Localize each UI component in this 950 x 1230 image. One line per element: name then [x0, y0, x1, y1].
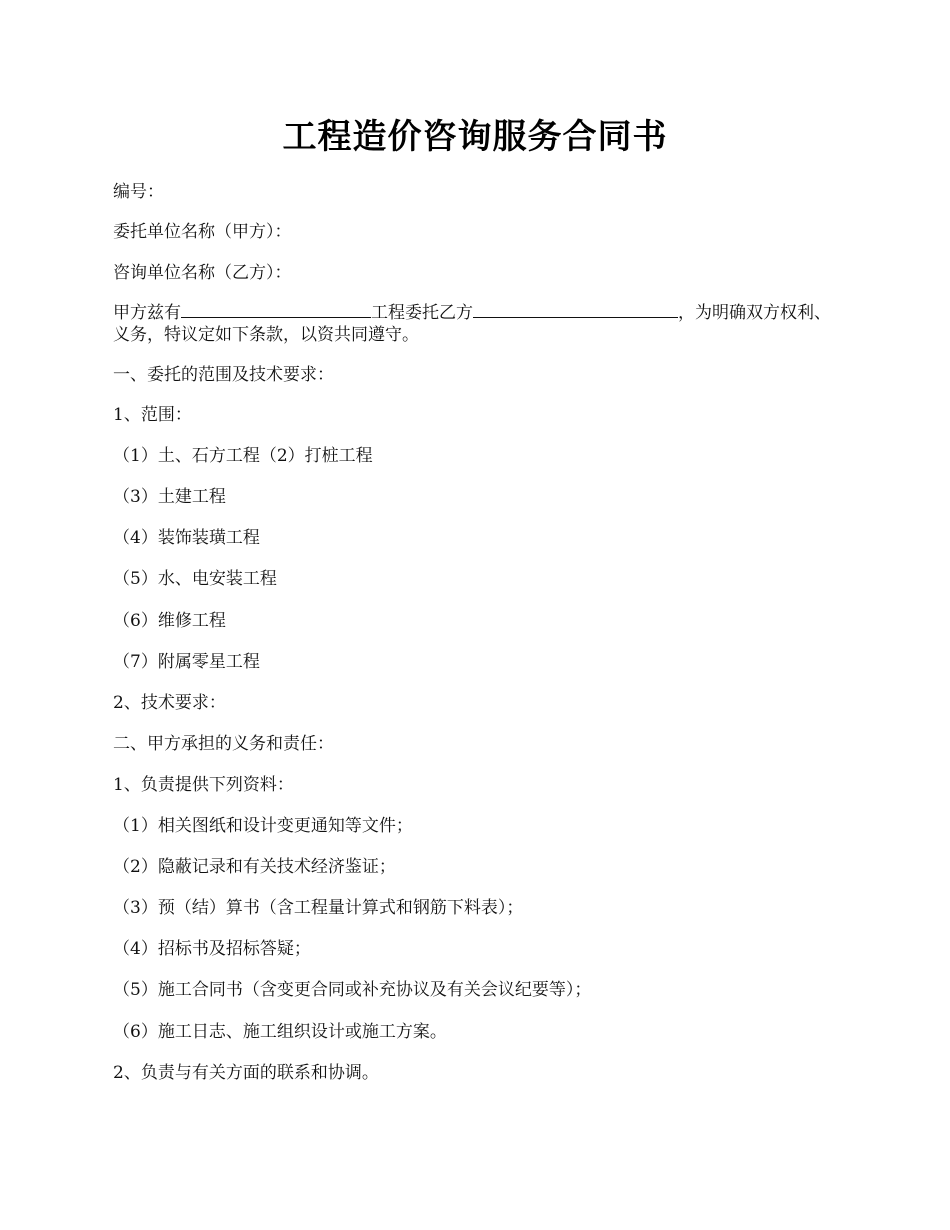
client-name-label: 委托单位名称（甲方）：	[113, 222, 292, 242]
consultant-name-label: 咨询单位名称（乙方）：	[113, 263, 292, 283]
section-heading: 二、甲方承担的义务和责任：	[113, 734, 334, 754]
intro-text-2: 工程委托乙方	[371, 303, 473, 323]
intro-paragraph	[113, 300, 838, 346]
project-name-blank	[181, 300, 371, 318]
intro-text-1: 甲方兹有	[113, 303, 181, 323]
list-item: （2）隐蔽记录和有关技术经济鉴证；	[113, 857, 396, 877]
list-item: （1）土、石方工程（2）打桩工程	[113, 446, 373, 466]
clause-line: 1、范围：	[113, 405, 192, 425]
clause-line: 2、负责与有关方面的联系和协调。	[113, 1063, 379, 1083]
section-heading: 一、委托的范围及技术要求：	[113, 365, 334, 385]
clause-line: 1、负责提供下列资料：	[113, 775, 294, 795]
intro-text-3: ，为明确双方权利、义务，特议定如下条款，以资共同遵守。	[113, 303, 831, 345]
list-item: （6）施工日志、施工组织设计或施工方案。	[113, 1022, 447, 1042]
list-item: （5）水、电安装工程	[113, 569, 277, 589]
list-item: （6）维修工程	[113, 611, 226, 631]
contract-number-label: 编号：	[113, 182, 164, 202]
list-item: （5）施工合同书（含变更合同或补充协议及有关会议纪要等）；	[113, 980, 592, 1000]
document-title: 工程造价咨询服务合同书	[282, 117, 668, 157]
list-item: （4）装饰装璜工程	[113, 528, 260, 548]
list-item: （1）相关图纸和设计变更通知等文件；	[113, 816, 413, 836]
list-item: （3）预（结）算书（含工程量计算式和钢筋下料表）；	[113, 898, 524, 918]
list-item: （7）附属零星工程	[113, 652, 260, 672]
clause-line: 2、技术要求：	[113, 693, 226, 713]
list-item: （3）土建工程	[113, 487, 226, 507]
consultant-blank	[473, 300, 678, 318]
list-item: （4）招标书及招标答疑；	[113, 939, 311, 959]
